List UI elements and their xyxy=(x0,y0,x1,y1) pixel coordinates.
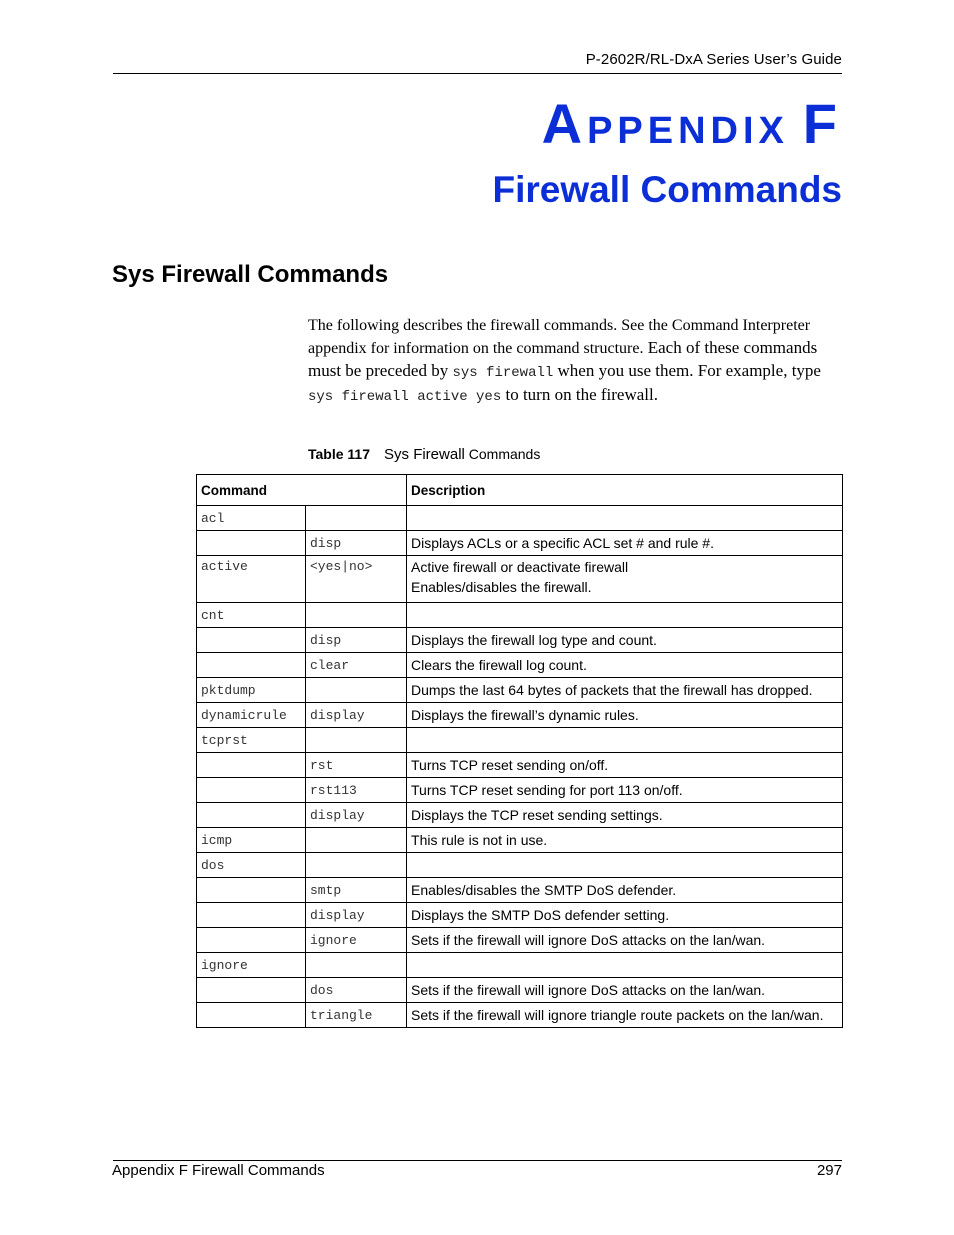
subcommand-cell xyxy=(306,953,407,978)
table-row xyxy=(197,928,843,953)
command-cell: tcprst xyxy=(197,728,306,753)
page-number: 297 xyxy=(816,1162,842,1179)
subcommand-cell xyxy=(306,728,407,753)
appendix-title-rest: PPENDIX xyxy=(587,110,789,152)
command-cell xyxy=(197,928,306,953)
subcommand-cell: rst113 xyxy=(306,778,407,803)
table-row xyxy=(197,878,843,903)
description-cell: Displays the SMTP DoS defender setting. xyxy=(407,903,843,928)
subcommand-cell xyxy=(306,853,407,878)
description-cell: Sets if the firewall will ignore DoS attacks on the lan/wan. xyxy=(407,978,843,1003)
table-row xyxy=(197,978,843,1003)
intro-text-4: to turn on the firewall. xyxy=(501,385,658,404)
description-cell: This rule is not in use. xyxy=(407,828,843,853)
subcommand-cell: dos xyxy=(306,978,407,1003)
subcommand-cell xyxy=(306,506,407,531)
subcommand-cell: disp xyxy=(306,628,407,653)
intro-code-2: sys firewall active yes xyxy=(308,389,502,405)
command-column-header: Command xyxy=(197,475,407,506)
description-cell xyxy=(407,506,843,531)
description-line: Active firewall or deactivate firewall xyxy=(411,559,629,575)
table-row xyxy=(197,556,843,603)
appendix-title-initial: A xyxy=(541,92,588,155)
intro-text-3: when you use them. For example, type xyxy=(553,361,821,380)
command-cell xyxy=(197,531,306,556)
command-cell xyxy=(197,978,306,1003)
description-cell: Turns TCP reset sending for port 113 on/off. xyxy=(407,778,843,803)
table-row xyxy=(197,628,843,653)
subcommand-cell: display xyxy=(306,803,407,828)
description-cell xyxy=(407,556,843,603)
running-header: P-2602R/RL-DxA Series User’s Guide xyxy=(585,51,842,68)
subcommand-cell: clear xyxy=(306,653,407,678)
description-cell: Displays the TCP reset sending settings. xyxy=(407,803,843,828)
table-caption-title: Sys Firewall xyxy=(384,446,465,463)
command-cell: pktdump xyxy=(197,678,306,703)
description-cell: Displays the firewall log type and count. xyxy=(407,628,843,653)
table-caption-number: Table 117 xyxy=(308,446,371,462)
table-row xyxy=(197,778,843,803)
description-cell: Turns TCP reset sending on/off. xyxy=(407,753,843,778)
subcommand-cell: disp xyxy=(306,531,407,556)
command-cell xyxy=(197,778,306,803)
command-cell: cnt xyxy=(197,603,306,628)
table-row xyxy=(197,678,843,703)
description-cell: Clears the firewall log count. xyxy=(407,653,843,678)
commands-table xyxy=(196,474,843,1028)
intro-text-2: Each of these commands must be preceded by xyxy=(308,338,818,380)
command-cell xyxy=(197,628,306,653)
table-row xyxy=(197,506,843,531)
command-cell xyxy=(197,903,306,928)
description-cell xyxy=(407,853,843,878)
intro-code-1: sys firewall xyxy=(452,365,554,381)
command-cell xyxy=(197,803,306,828)
command-cell: acl xyxy=(197,506,306,531)
table-row xyxy=(197,803,843,828)
description-cell xyxy=(407,728,843,753)
appendix-title xyxy=(541,92,842,155)
table-row xyxy=(197,531,843,556)
appendix-letter: F xyxy=(802,92,842,155)
command-cell xyxy=(197,1003,306,1028)
description-cell: Sets if the firewall will ignore triangle route packets on the lan/wan. xyxy=(407,1003,843,1028)
subcommand-cell: <yes|no> xyxy=(306,556,407,603)
intro-text-1: The following describes the firewall commands. See the Command Interpreter appendix for information on the command structure. xyxy=(308,317,811,357)
table-row xyxy=(197,728,843,753)
table-row xyxy=(197,603,843,628)
table-row xyxy=(197,753,843,778)
description-column-header: Description xyxy=(407,475,843,506)
description-cell: Dumps the last 64 bytes of packets that the firewall has dropped. xyxy=(407,678,843,703)
command-cell: active xyxy=(197,556,306,603)
command-cell xyxy=(197,753,306,778)
description-cell: Displays the firewall’s dynamic rules. xyxy=(407,703,843,728)
description-cell xyxy=(407,603,843,628)
command-cell: dynamicrule xyxy=(197,703,306,728)
subcommand-cell: triangle xyxy=(306,1003,407,1028)
table-body xyxy=(197,506,843,1028)
description-cell: Displays ACLs or a specific ACL set # and rule #. xyxy=(407,531,843,556)
description-cell xyxy=(407,953,843,978)
subcommand-cell xyxy=(306,678,407,703)
subcommand-cell: rst xyxy=(306,753,407,778)
table-row xyxy=(197,953,843,978)
table-row xyxy=(197,653,843,678)
description-cell: Sets if the firewall will ignore DoS attacks on the lan/wan. xyxy=(407,928,843,953)
table-caption xyxy=(308,446,540,463)
table-row xyxy=(197,903,843,928)
header-divider xyxy=(113,73,842,74)
chapter-title: Firewall Commands xyxy=(492,169,842,210)
table-row xyxy=(197,1003,843,1028)
subcommand-cell: display xyxy=(306,903,407,928)
subcommand-cell xyxy=(306,828,407,853)
footer-divider xyxy=(113,1160,842,1161)
intro-paragraph xyxy=(308,314,833,408)
table-row xyxy=(197,703,843,728)
subcommand-cell: display xyxy=(306,703,407,728)
table-row xyxy=(197,853,843,878)
subcommand-cell: ignore xyxy=(306,928,407,953)
table-row xyxy=(197,828,843,853)
command-cell xyxy=(197,878,306,903)
command-cell: ignore xyxy=(197,953,306,978)
footer-title: Appendix F Firewall Commands xyxy=(112,1162,325,1179)
subcommand-cell xyxy=(306,603,407,628)
table-caption-suffix: Commands xyxy=(464,446,541,462)
section-heading: Sys Firewall Commands xyxy=(112,261,389,288)
command-cell: dos xyxy=(197,853,306,878)
description-cell: Enables/disables the SMTP DoS defender. xyxy=(407,878,843,903)
command-cell: icmp xyxy=(197,828,306,853)
command-cell xyxy=(197,653,306,678)
description-line: Enables/disables the firewall. xyxy=(411,579,592,595)
table-header-row xyxy=(197,475,843,506)
subcommand-cell: smtp xyxy=(306,878,407,903)
